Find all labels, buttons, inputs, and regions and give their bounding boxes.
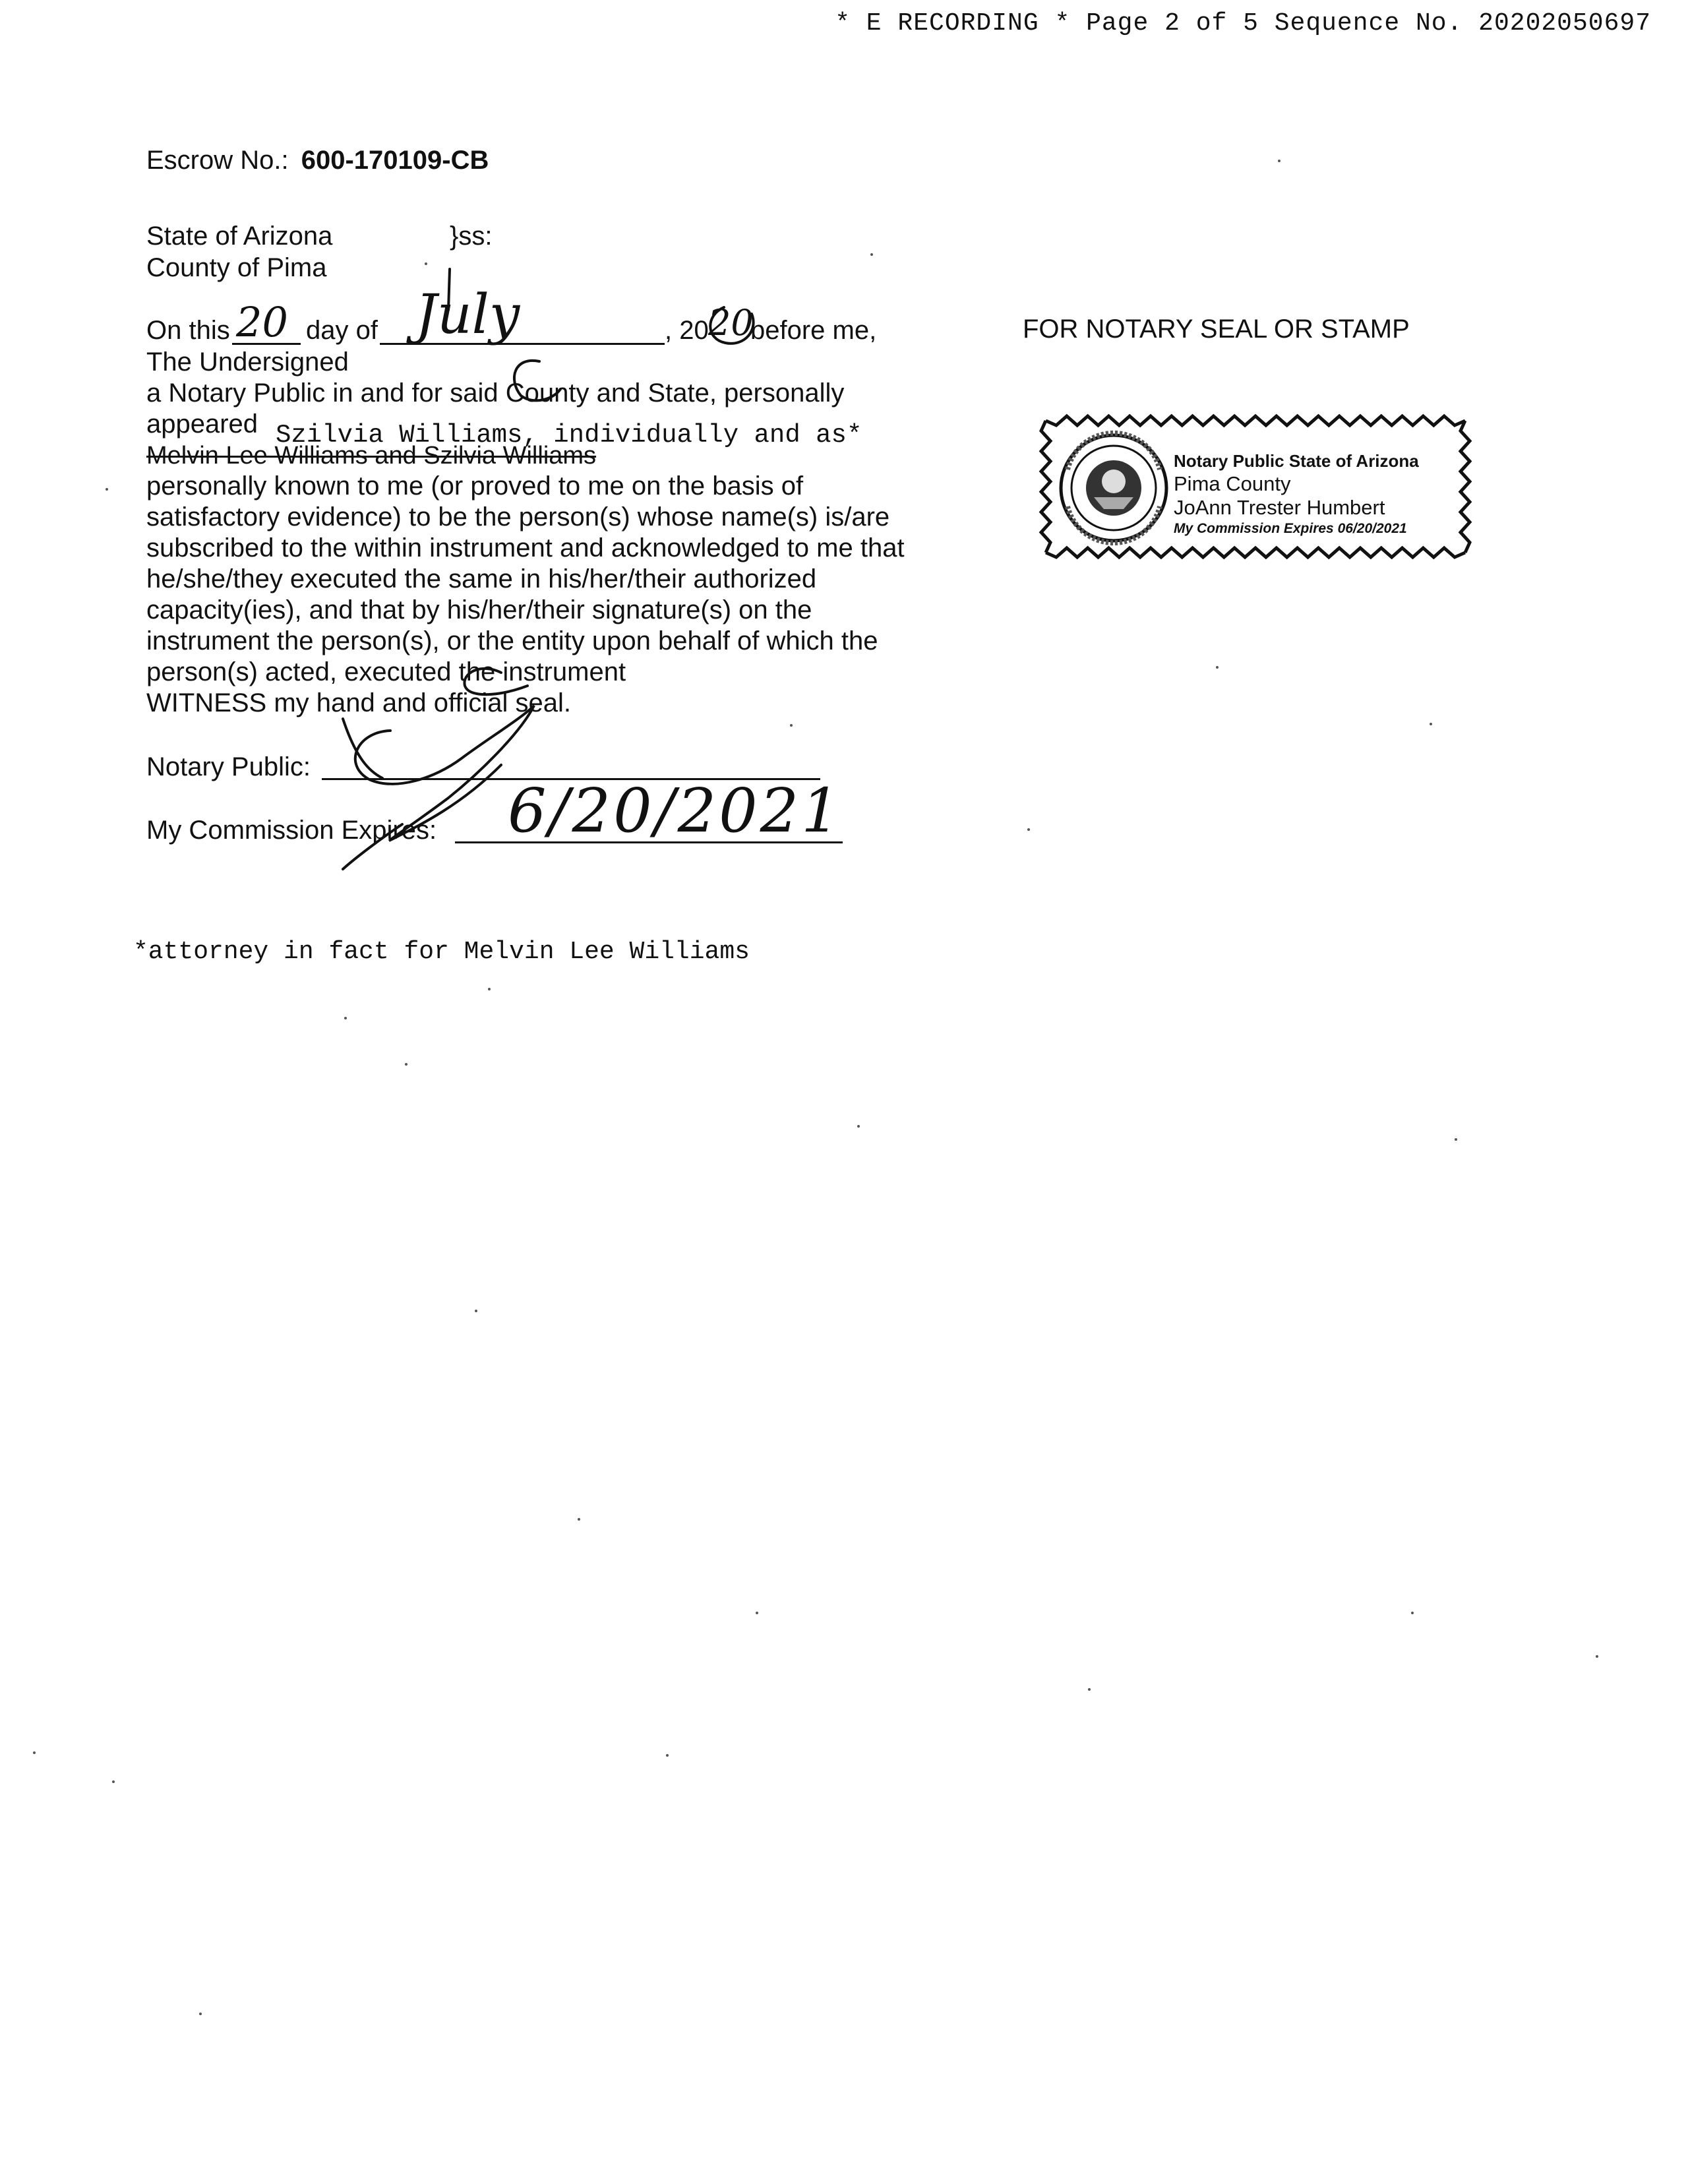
stamp-line-3: JoAnn Trester Humbert xyxy=(1174,496,1385,519)
on-this-label: On this xyxy=(146,316,230,345)
scan-speck xyxy=(1216,666,1219,669)
stamp-line-1: Notary Public State of Arizona xyxy=(1174,451,1419,471)
scan-speck xyxy=(857,1125,860,1128)
arizona-seal-icon xyxy=(1061,433,1166,543)
venue-state: State of Arizona xyxy=(146,222,333,251)
handwritten-day: 20 xyxy=(236,298,288,346)
month-underline xyxy=(380,343,665,345)
appeared-typed-names: Szilvia Williams, individually and as* xyxy=(276,421,862,450)
scan-speck xyxy=(425,262,427,265)
scan-speck xyxy=(756,1612,758,1614)
body-line: personally known to me (or proved to me on the basis of xyxy=(146,471,804,501)
scan-speck xyxy=(1278,160,1281,162)
footnote: *attorney in fact for Melvin Lee Williams xyxy=(133,938,750,966)
scan-speck xyxy=(344,1017,347,1019)
scan-speck xyxy=(405,1063,407,1066)
body-line: instrument the person(s), or the entity upon behalf of which the xyxy=(146,626,878,655)
commission-line xyxy=(455,841,843,843)
body-line: person(s) acted, executed the instrument xyxy=(146,657,626,686)
scan-speck xyxy=(106,488,108,491)
year-prefix: , 20 xyxy=(665,316,709,345)
day-underline xyxy=(232,343,301,345)
notary-line: a Notary Public in and for said County and State, personally xyxy=(146,379,845,408)
scan-speck xyxy=(1596,1655,1598,1658)
escrow-label: Escrow No.: xyxy=(146,146,289,175)
scan-speck xyxy=(1430,723,1432,725)
notary-public-label: Notary Public: xyxy=(146,752,311,781)
seal-caption: FOR NOTARY SEAL OR STAMP xyxy=(1023,315,1410,344)
notary-stamp xyxy=(1038,410,1473,563)
escrow-line xyxy=(146,145,489,175)
day-of-label: day of xyxy=(306,316,378,345)
witness-line: WITNESS my hand and official seal. xyxy=(146,688,571,717)
scan-speck xyxy=(475,1310,477,1312)
handwritten-month: July xyxy=(415,284,520,346)
commission-label: My Commission Expires: xyxy=(146,816,437,845)
handwritten-year: 20 xyxy=(708,302,754,344)
body-line: satisfactory evidence) to be the person(s) whose name(s) is/are xyxy=(146,502,890,531)
the-undersigned: The Undersigned xyxy=(146,348,349,377)
scan-speck xyxy=(488,988,491,990)
scan-speck xyxy=(199,2013,202,2015)
signature-hook-stroke xyxy=(343,719,382,778)
scan-speck xyxy=(666,1754,669,1757)
venue-county: County of Pima xyxy=(146,253,327,282)
struck-names: Melvin Lee Williams and Szilvia Williams xyxy=(146,442,597,470)
scan-speck xyxy=(790,724,793,727)
scan-speck xyxy=(33,1751,36,1754)
scan-speck xyxy=(578,1518,580,1521)
escrow-number: 600-170109-CB xyxy=(301,146,489,175)
body-line: subscribed to the within instrument and acknowledged to me that xyxy=(146,533,905,562)
scan-speck xyxy=(1455,1138,1457,1141)
body-line: he/she/they executed the same in his/her/their authorized xyxy=(146,564,817,593)
before-me-label: before me, xyxy=(750,316,877,345)
stamp-line-4: My Commission Expires 06/20/2021 xyxy=(1174,521,1407,536)
scan-speck xyxy=(870,253,873,256)
scan-speck xyxy=(1088,1688,1091,1691)
body-line: capacity(ies), and that by his/her/their signature(s) on the xyxy=(146,595,812,624)
appeared-label: appeared xyxy=(146,410,258,439)
stamp-text xyxy=(1174,450,1419,538)
scan-speck xyxy=(1411,1612,1414,1614)
recording-header: * E RECORDING * Page 2 of 5 Sequence No. 20202050697 xyxy=(835,9,1651,38)
scan-speck xyxy=(112,1780,115,1783)
stamp-line-2: Pima County xyxy=(1174,472,1291,495)
handwritten-commission-date: 6/20/2021 xyxy=(508,775,843,846)
scan-speck xyxy=(1027,828,1030,831)
venue-ss: }ss: xyxy=(450,222,493,251)
